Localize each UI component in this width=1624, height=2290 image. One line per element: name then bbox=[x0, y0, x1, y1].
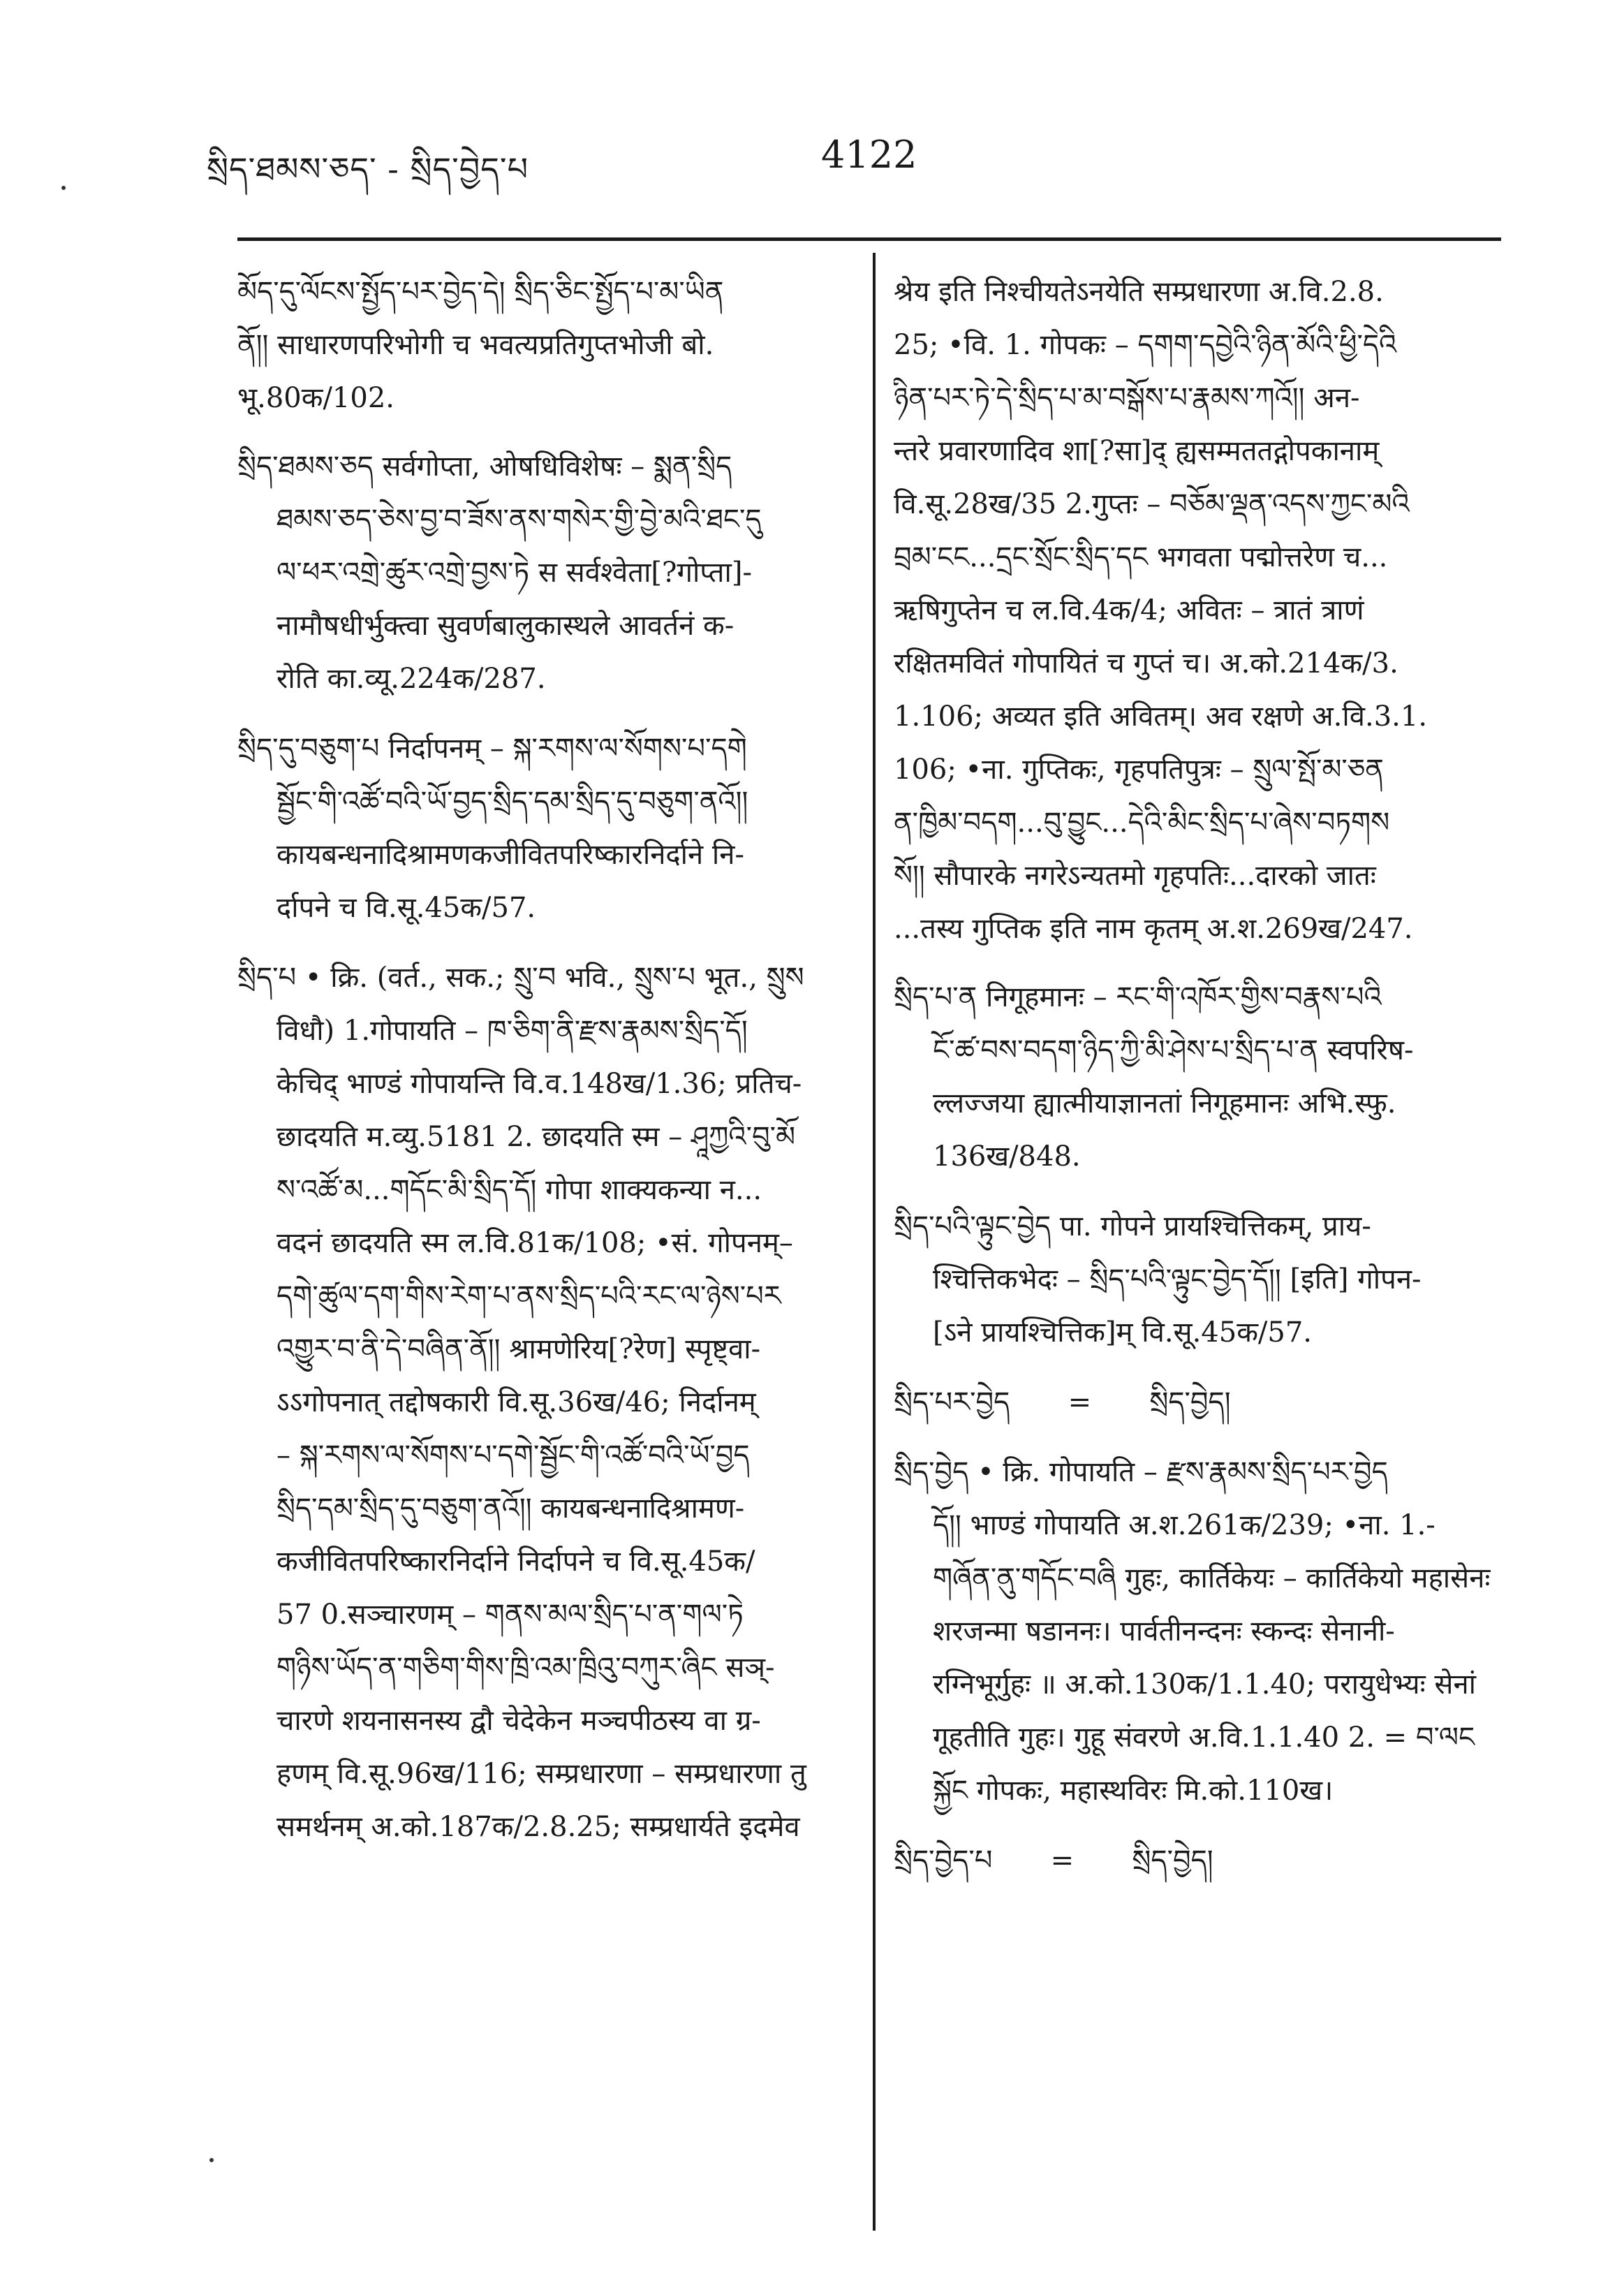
cross-reference bbox=[894, 1834, 1508, 1887]
entry-headline: श्रेय इति निश्चीयतेऽनयेति सम्प्रधारणा अ.वि.2.8. bbox=[894, 276, 1384, 308]
entry-line: – སྐ་རགས་ལ་སོགས་པ་དགེ་སྦྱོང་གི་འཚོ་བའི་ཡོ་བྱད bbox=[276, 1439, 750, 1471]
entry-line: वि.सू.28ख/35 2.गुप्तः – བཅོམ་ལྡན་འདས་ཀྱང་མའི bbox=[894, 488, 1410, 520]
entry-line: रक्षितमवितं गोपायितं च गुप्तं च। अ.को.214क/3. bbox=[894, 647, 1398, 680]
entry-line: कजीवितपरिष्कारनिर्दाने निर्दापने च वि.सू.45क/ bbox=[276, 1546, 755, 1578]
dictionary-entry bbox=[237, 440, 852, 705]
entry-line: वदनं छादयति स्म ल.वि.81क/108; •सं. गोपनम्– bbox=[276, 1227, 793, 1259]
entry-line: 136ख/848. bbox=[933, 1140, 1081, 1173]
entry-line: रोति का.व्यू.224क/287. bbox=[276, 663, 546, 695]
column-divider bbox=[873, 253, 876, 2231]
xref-target: སྲིད་བྱེད། bbox=[1149, 1386, 1231, 1418]
entry-line: गूहतीति गुहः। गुहू संवरणे अ.वि.1.1.40 2. = བ་ལང bbox=[933, 1722, 1475, 1754]
entries-list bbox=[237, 440, 852, 1854]
entry-line: समर्थनम् अ.को.187क/2.8.25; सम्प्रधार्यते इदमेव bbox=[276, 1811, 800, 1843]
dictionary-entry bbox=[894, 1200, 1508, 1359]
entry-line: ऋषिगुप्तेन च ल.वि.4क/4; अवितः – त्रातं त्राणं bbox=[894, 594, 1364, 626]
entry-line: र्दापने च वि.सू.45क/57. bbox=[276, 892, 536, 924]
entries-list bbox=[894, 971, 1508, 1359]
entry-headline: སྲིད་པའི་ལྟུང་བྱེད पा. गोपने प्रायश्चित्तिकम्, प्राय- bbox=[894, 1210, 1371, 1242]
entry-headline: སྲིད་དུ་བཅུག་པ निर्दापनम् – སྐ་རགས་ལ་སོགས་པ་དགེ bbox=[237, 733, 747, 765]
dictionary-entry bbox=[894, 1446, 1508, 1817]
entry-line: ल्लज्जया ह्यात्मीयाज्ञानतां निगूहमानः अभि.स्फु. bbox=[933, 1087, 1396, 1120]
entry-line: སོ།། सौपारके नगरेऽन्यतमो गृहपतिः...दारको जातः bbox=[894, 860, 1376, 892]
entry-line: केचिद् भाण्डं गोपायन्ति वि.व.148ख/1.36; प्रतिच- bbox=[276, 1068, 802, 1100]
margin-dot bbox=[209, 2158, 214, 2162]
entry-line: शरजन्मा षडाननः। पार्वतीनन्दनः स्कन्दः सेनानी- bbox=[933, 1615, 1395, 1647]
entry-line: དོ།། भाण्डं गोपायति अ.श.261क/239; •ना. 1.- bbox=[933, 1509, 1435, 1541]
entry-line: चारणे शयनासनस्य द्वौ चेदेकेन मञ्चपीठस्य वा ग्र- bbox=[276, 1705, 761, 1737]
entry-line: छादयति म.व्यु.5181 2. छादयति स्म – ཤཱཀྱའི་བུ་མོ bbox=[276, 1121, 796, 1153]
entry-line: ऽऽगोपनात् तद्दोषकारी वि.सू.36ख/46; निर्दानम् bbox=[276, 1386, 756, 1418]
entry-line: नामौषधीर्भुक्त्वा सुवर्णबालुकास्थले आवर्तनं क- bbox=[276, 610, 735, 642]
entry-headline: མོད་དུ་ལོངས་སྤྱོད་པར་བྱེད་དེ། སྲིད་ཅིང་སྤྱོད་པ་མ་ཡིན bbox=[237, 276, 724, 308]
header-rule bbox=[237, 237, 1501, 241]
entry-line: ...तस्य गुप्तिक इति नाम कृतम् अ.श.269ख/247. bbox=[894, 913, 1413, 945]
entry-line: विधौ) 1.गोपायति – ཁ་ཅིག་ནི་རྫས་རྣམས་སྲིད་དོ། bbox=[276, 1015, 748, 1047]
entry-line: ས་འཚོ་མ...གདོང་མི་སྲིད་དོ། गोपा शाक्यकन्या न... bbox=[276, 1174, 762, 1206]
entry-line: हणम् वि.सू.96ख/116; सम्प्रधारणा – सम्प्रधारणा तु bbox=[276, 1758, 806, 1790]
entry-headline: སྲིད་བྱེད • क्रि. गोपायति – རྫས་རྣམས་སྲིད་པར་བྱེད bbox=[894, 1456, 1388, 1488]
entry-headline: སྲིད་པ • क्रि. (वर्त., सक.; སྲུ་བ भवि., སྲུས་པ भूत., སྲུས bbox=[237, 962, 804, 994]
entry-line: ནོ།། साधारणपरिभोगी च भवत्यप्रतिगुप्तभोजी बो. bbox=[237, 329, 714, 361]
entry-line: ན་ཁྱིམ་བདག...བུ་བྱུང...དེའི་མིང་སྲིད་པ་ཞེས་བཏགས bbox=[894, 807, 1390, 839]
xref-term: སྲིད་བྱེད་པ bbox=[894, 1844, 993, 1877]
xref-equals: = bbox=[1050, 1844, 1075, 1877]
entry-line: ལ་ཕར་འགྲེ་ཚུར་འགྲེ་བྱས་ཏེ स सर्वश्वेता[?गोप्ता]- bbox=[276, 557, 752, 589]
page-number: 4122 bbox=[821, 133, 917, 177]
entry-line: ཉིན་པར་ཏེ་དེ་སྲིད་པ་མ་བསྒོས་པ་རྣམས་ཀའོ།། अन- bbox=[894, 382, 1360, 414]
entry-line: 1.106; अव्यत इति अवितम्। अव रक्षणे अ.वि.3.1. bbox=[894, 700, 1428, 733]
continuation-block bbox=[894, 265, 1508, 955]
entry-line: འགྱུར་བ་ནི་དེ་བཞིན་ནོ།། श्रामणेरिय[?रेण] स्पृष्ट्वा- bbox=[276, 1333, 761, 1365]
entry-line: ཐམས་ཅད་ཅེས་བྱ་བ་ཟོས་ནས་གསེར་གྱི་བྱེ་མའི་ཐང་དུ bbox=[276, 504, 762, 536]
left-column bbox=[237, 265, 852, 1870]
entry-line: བྲམ་ངང...དྲང་སྲོང་སྲིད་དང भगवता पद्मोत्तरेण च... bbox=[894, 541, 1388, 573]
dictionary-entry bbox=[237, 722, 852, 934]
entry-line: 106; •ना. गुप्तिकः, गृहपतिपुत्रः – སྲུལ་སྤོ་མ་ཅན bbox=[894, 754, 1384, 786]
entry-line: कायबन्धनादिश्रामणकजीवितपरिष्कारनिर्दाने नि- bbox=[276, 839, 744, 871]
entry-line: 57 0.सञ्चारणम् – གནས་མལ་སྲིད་པ་ན་གལ་ཏེ bbox=[276, 1599, 744, 1631]
margin-dot bbox=[61, 186, 66, 190]
entry-line: रग्निभूर्गुहः ॥ अ.को.130क/1.1.40; परायुधेभ्यः सेनां bbox=[933, 1668, 1477, 1701]
entry-line: श्चित्तिकभेदः – སྲིད་པའི་ལྟུང་བྱེད་དོ།། [इति] गोपन- bbox=[933, 1263, 1422, 1296]
entry-line: སྦྱོང་གི་འཚོ་བའི་ཡོ་བྱད་སྲིད་དམ་སྲིད་དུ་བཅུག་ནའོ།། bbox=[276, 786, 748, 818]
xref-equals: = bbox=[1068, 1386, 1092, 1418]
right-column bbox=[894, 265, 1508, 1904]
entry-line: ངོ་ཚ་བས་བདག་ཉིད་ཀྱི་མི་ཤེས་པ་སྲིད་པ་ན स्वपरिष- bbox=[933, 1034, 1414, 1066]
entry-line: 25; •वि. 1. गोपकः – དགག་དབྱེའི་ཉིན་མོའི་ཕྱི་དེའི bbox=[894, 329, 1397, 361]
entry-headline: སྲིད་ཐམས་ཅད सर्वगोप्ता, ओषधिविशेषः – སྨན་སྲིད bbox=[237, 450, 732, 483]
entry-line: དགེ་ཚུལ་དག་གིས་རེག་པ་ནས་སྲིད་པའི་རང་ལ་ཉེས་པར bbox=[276, 1280, 781, 1312]
xref-target: སྲིད་བྱེད། bbox=[1132, 1844, 1213, 1877]
running-head: སྲིད་ཐམས་ཅད་ - སྲིད་བྱེད་པ bbox=[207, 150, 529, 188]
continuation-block bbox=[237, 265, 852, 425]
entry-line: སྲིད་དམ་སྲིད་དུ་བཅུག་ནའོ།། कायबन्धनादिश्रामण- bbox=[276, 1492, 745, 1525]
entry-line: न्तरे प्रवारणादिव शा[?सा]द् ह्यसम्मततद्गोपकानाम् bbox=[894, 435, 1380, 467]
xref-term: སྲིད་པར་བྱེད bbox=[894, 1386, 1010, 1418]
dictionary-entry bbox=[237, 951, 852, 1854]
entry-line: སྐྱོང गोपकः, महास्थविरः मि.को.110ख। bbox=[933, 1775, 1334, 1807]
entry-line: भू.80क/102. bbox=[237, 382, 394, 414]
entry-headline: སྲིད་པ་ན निगूहमानः – རང་གི་འཁོར་གྱིས་བརྣས་པའི bbox=[894, 981, 1382, 1013]
entry-line: [ऽने प्रायश्चित्तिक]म् वि.सू.45क/57. bbox=[933, 1316, 1313, 1349]
entry-line: གཉིས་ཡོད་ན་གཅིག་གིས་ཁྲི་འམ་ཁྲིའུ་བཀུར་ཞིང सञ्- bbox=[276, 1652, 775, 1684]
cross-reference bbox=[894, 1376, 1508, 1429]
entry-line: གཞོན་ནུ་གདོང་བཞི गुहः, कार्तिकेयः – कार्तिकेयो महासेनः bbox=[933, 1562, 1491, 1594]
entries-list bbox=[894, 1446, 1508, 1817]
dictionary-entry bbox=[894, 971, 1508, 1183]
